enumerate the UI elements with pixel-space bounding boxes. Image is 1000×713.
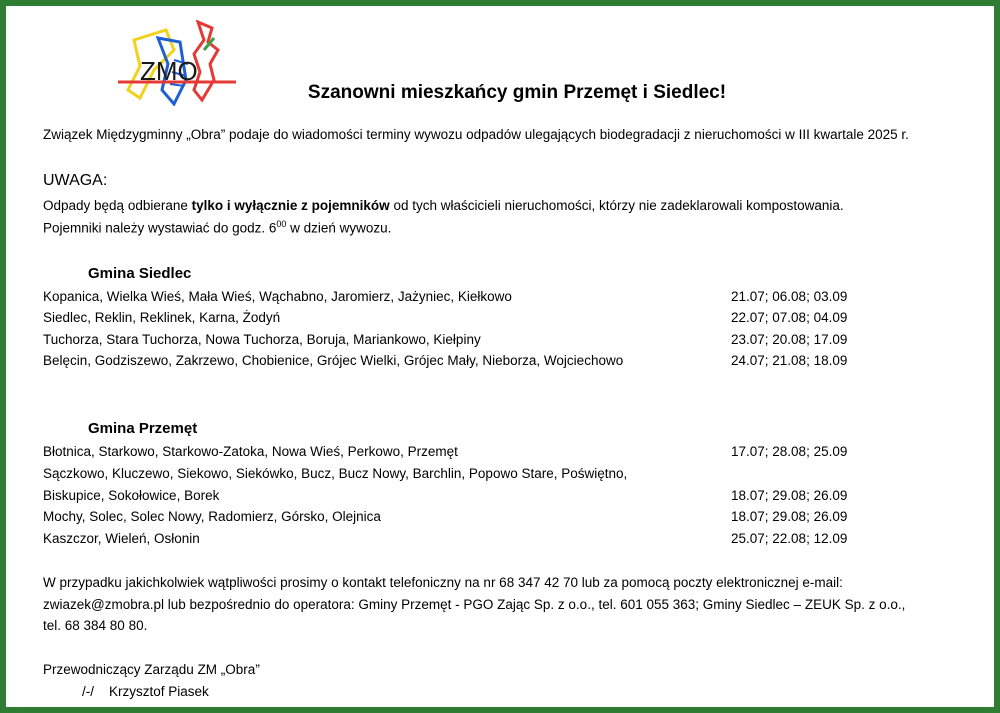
przemet-row-places: Biskupice, Sokołowice, Borek [43,488,220,503]
siedlec-heading: Gmina Siedlec [88,265,192,282]
notice-line-2: Pojemniki należy wystawiać do godz. $6^{00}$ w dzień wywozu. [43,219,392,236]
signature-mark: /-/ [82,684,94,699]
przemet-row-places: Kaszczor, Wieleń, Osłonin [43,531,200,546]
signature-role: Przewodniczący Zarządu ZM „Obra” [43,662,260,677]
notice-line-1: Odpady będą odbierane tylko i wyłącznie z pojemników od tych właścicieli nieruchomości, którzy nie zadeklarowali kompostowania. [43,198,844,213]
siedlec-row-dates: 21.07; 06.08; 03.09 [731,289,848,304]
signature-name: Krzysztof Piasek [109,684,209,699]
przemet-row-dates: 17.07; 28.08; 25.09 [731,444,848,459]
siedlec-row-places: Tuchorza, Stara Tuchorza, Nowa Tuchorza, Boruja, Mariankowo, Kiełpiny [43,332,481,347]
siedlec-row-places: Belęcin, Godziszewo, Zakrzewo, Chobienice, Grójec Wielki, Grójec Mały, Nieborza, Wojciechowo [43,353,624,368]
siedlec-row-dates: 22.07; 07.08; 04.09 [731,310,848,325]
przemet-row-places: Mochy, Solec, Solec Nowy, Radomierz, Górsko, Olejnica [43,509,381,524]
siedlec-row-places: Siedlec, Reklin, Reklinek, Karna, Żodyń [43,310,281,325]
contact-line-1: W przypadku jakichkolwiek wątpliwości prosimy o kontakt telefoniczny na nr 68 347 42 70 lub za pomocą poczty elektronicznej e-mail: [43,575,843,590]
przemet-row-places: Sączkowo, Kluczewo, Siekowo, Siekówko, Bucz, Bucz Nowy, Barchlin, Popowo Stare, Poświętno, [43,466,628,481]
siedlec-row-dates: 23.07; 20.08; 17.09 [731,332,848,347]
notice-heading: UWAGA: [43,172,108,189]
logo-lettering: ZMO [140,56,198,86]
przemet-row-places: Błotnica, Starkowo, Starkowo-Zatoka, Nowa Wieś, Perkowo, Przemęt [43,444,458,459]
przemet-row-dates: 18.07; 29.08; 26.09 [731,488,848,503]
notice-emphasis: tylko i wyłącznie z pojemników [191,198,390,213]
przemet-row-dates: 18.07; 29.08; 26.09 [731,509,848,524]
siedlec-row-places: Kopanica, Wielka Wieś, Mała Wieś, Wąchabno, Jaromierz, Jażyniec, Kiełkowo [43,289,512,304]
przemet-heading: Gmina Przemęt [88,420,198,437]
page-title: Szanowni mieszkańcy gmin Przemęt i Siedlec! [307,82,727,103]
contact-line-2: zwiazek@zmobra.pl lub bezpośrednio do operatora: Gminy Przemęt - PGO Zając Sp. z o.o., tel. 601 055 363; Gminy Siedlec – ZEUK Sp. z o.o., [43,597,906,612]
intro-text: Związek Międzygminny „Obra” podaje do wiadomości terminy wywozu odpadów ulegających biodegradacji z nieruchomości w III kwartale 2025 r. [43,127,909,142]
przemet-row-dates: 25.07; 22.08; 12.09 [731,531,848,546]
contact-line-3: tel. 68 384 80 80. [43,618,148,633]
siedlec-row-dates: 24.07; 21.08; 18.09 [731,353,848,368]
